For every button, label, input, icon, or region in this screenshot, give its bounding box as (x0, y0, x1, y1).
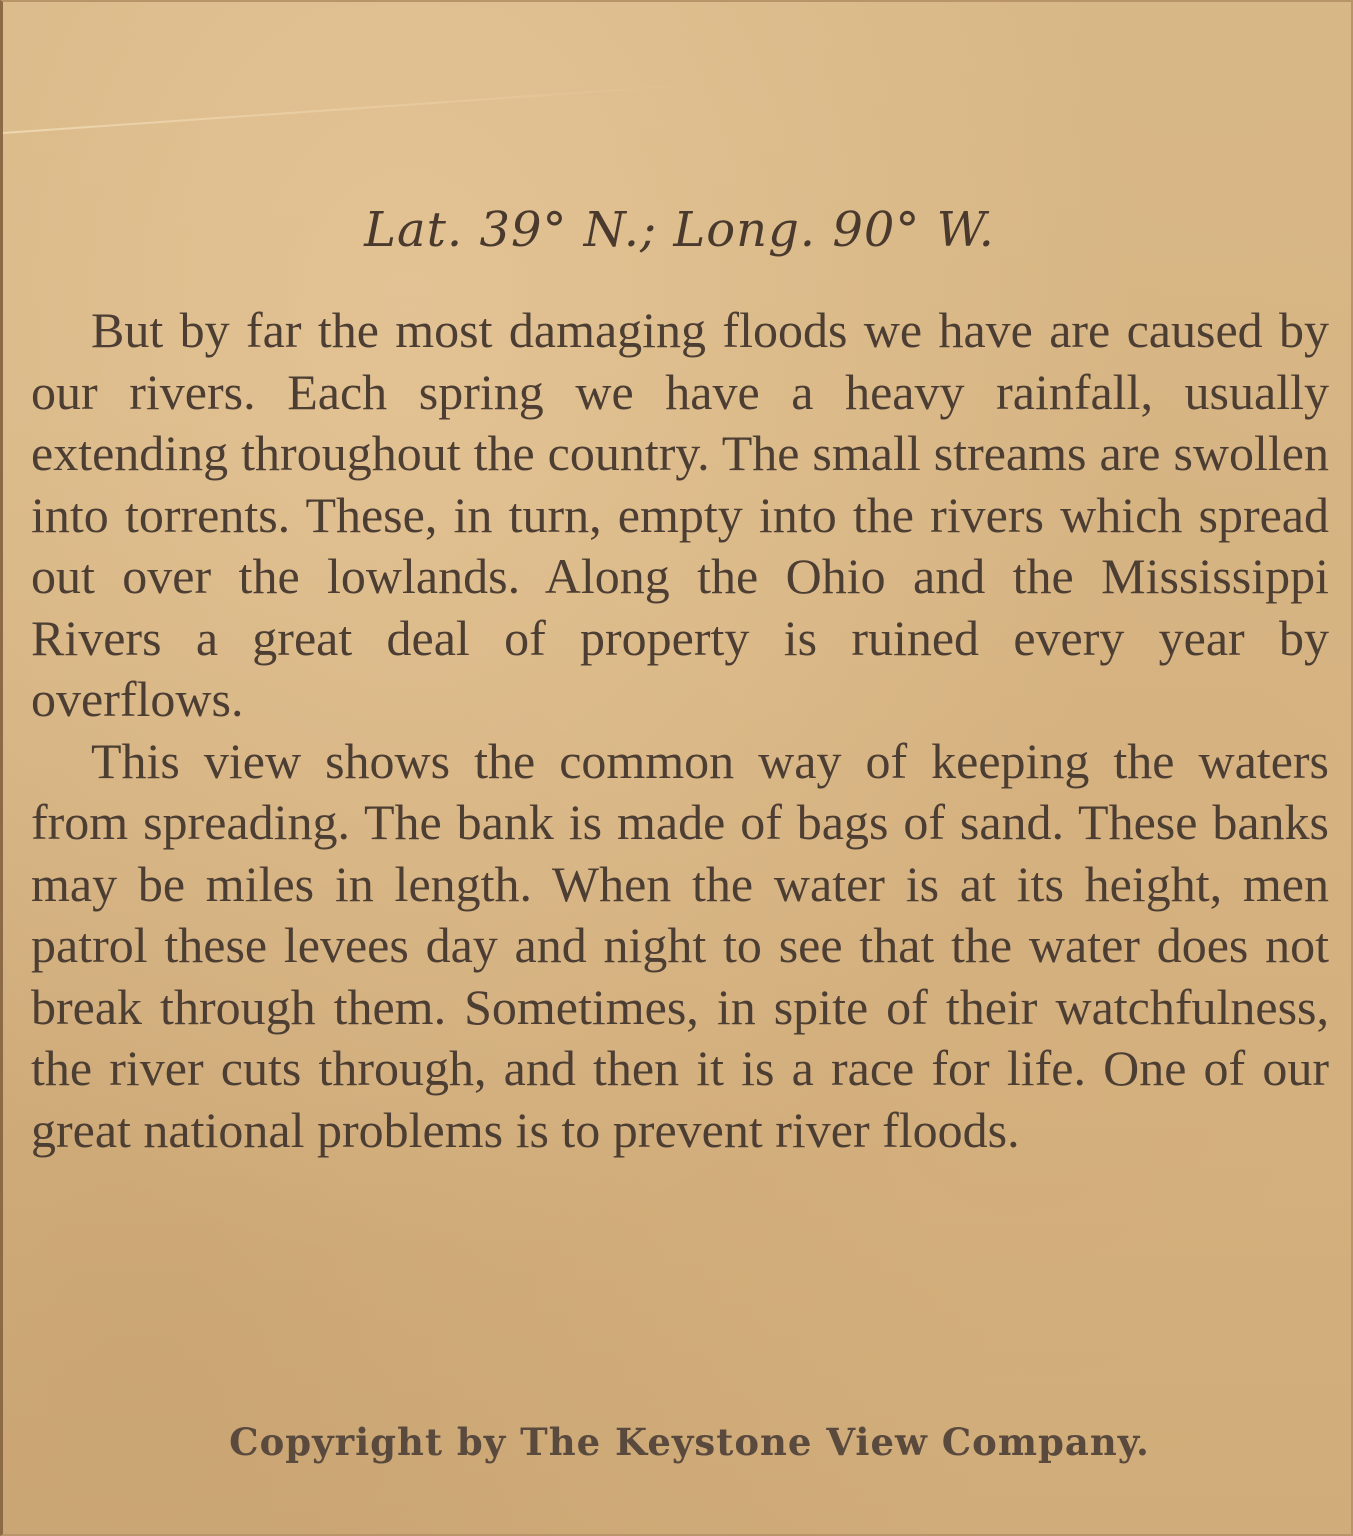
location-heading: Lat. 39° N.; Long. 90° W. (364, 202, 995, 258)
copyright-line: Copyright by The Keystone View Company. (229, 1420, 1150, 1464)
paragraph-levees: This view shows the common way of keeping the waters from spreading. The bank is made of bags of sand. These banks may be miles in length. When the water is at its height, men patrol these levees day and night to see that the water does not break through them. Sometimes, in spite of their watchfulness, the river cuts through, and then it is a race for life. One of our great national problems is to prevent river floods. (31, 732, 1329, 1158)
paper-crease (3, 83, 701, 134)
body-text (31, 300, 1329, 1161)
paragraph-floods: But by far the most damaging floods we have are caused by our rivers. Each spring we have a heavy rainfall, usually extending throughout the country. The small streams are swollen into torrents. These, in turn, empty into the rivers which spread out over the lowlands. Along the Ohio and the Mississippi Rivers a great deal of property is ruined every year by overflows. (31, 302, 1329, 727)
